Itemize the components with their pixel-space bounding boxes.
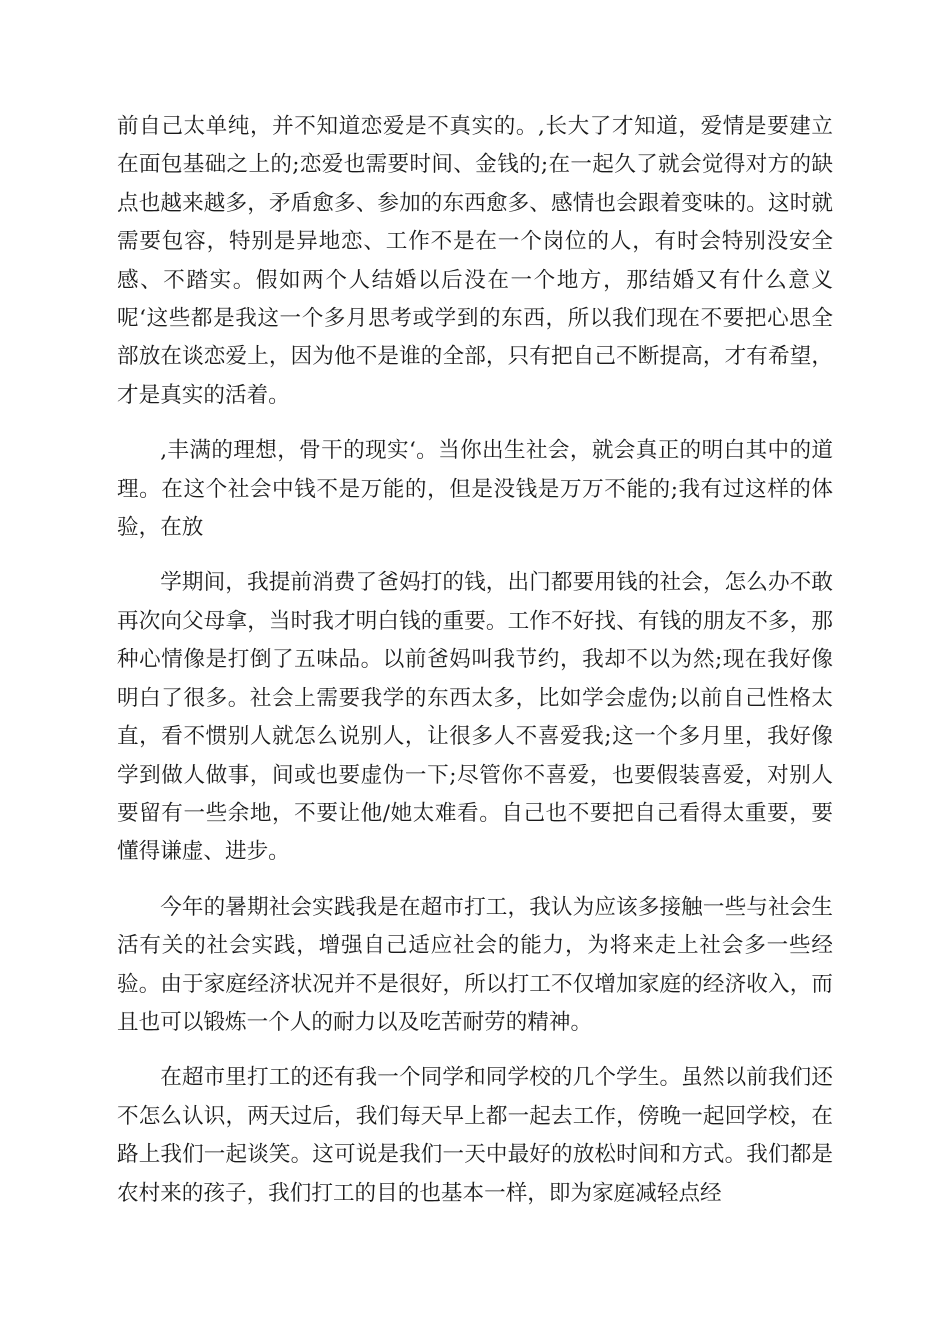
document-page — [117, 108, 833, 1230]
paragraph-continued: 前自己太单纯，并不知道恋爱是不真实的。,长大了才知道，爱情是要建立在面包基础之上的;恋爱也需要时间、金钱的;在一起久了就会觉得对方的缺点也越来越多，矛盾愈多、参加的东西愈多、感情也会跟着变味的。这时就需要包容，特别是异地恋、工作不是在一个岗位的人，有时会特别没安全感、不踏实。假如两个人结婚以后没在一个地方，那结婚又有什么意义呢‘这些都是我这一个多月思考或学到的东西，所以我们现在不要把心思全部放在谈恋爱上，因为他不是谁的全部，只有把自己不断提高，才有希望，才是真实的活着。 — [117, 114, 833, 408]
paragraph-summer-practice: 今年的暑期社会实践我是在超市打工，我认为应该多接触一些与社会生活有关的社会实践，增强自己适应社会的能力，为将来走上社会多一些经验。由于家庭经济状况并不是很好，所以打工不仅增加家庭的经济收入，而且也可以锻炼一个人的耐力以及吃苦耐劳的精神。 — [117, 894, 833, 1035]
paragraph-supermarket-work: 在超市里打工的还有我一个同学和同学校的几个学生。虽然以前我们还不怎么认识，两天过后，我们每天早上都一起去工作，傍晚一起回学校，在路上我们一起谈笑。这可说是我们一天中最好的放松时间和方式。我们都是农村来的孩子，我们打工的目的也基本一样，即为家庭减轻点经 — [117, 1065, 833, 1206]
paragraph-ideal-reality: ,丰满的理想，骨干的现实‘。当你出生社会，就会真正的明白其中的道理。在这个社会中钱不是万能的，但是没钱是万万不能的;我有过这样的体验，在放 — [117, 438, 833, 541]
paragraph-holiday-spending: 学期间，我提前消费了爸妈打的钱，出门都要用钱的社会，怎么办不敢再次向父母拿，当时我才明白钱的重要。工作不好找、有钱的朋友不多，那种心情像是打倒了五味品。以前爸妈叫我节约，我却不以为然;现在我好像明白了很多。社会上需要我学的东西太多，比如学会虚伪;以前自己性格太直，看不惯别人就怎么说别人，让很多人不喜爱我;这一个多月里，我好像学到做人做事，间或也要虚伪一下;尽管你不喜爱，也要假装喜爱，对别人要留有一些余地，不要让他/她太难看。自己也不要把自己看得太重要，要懂得谦虚、进步。 — [117, 570, 833, 865]
